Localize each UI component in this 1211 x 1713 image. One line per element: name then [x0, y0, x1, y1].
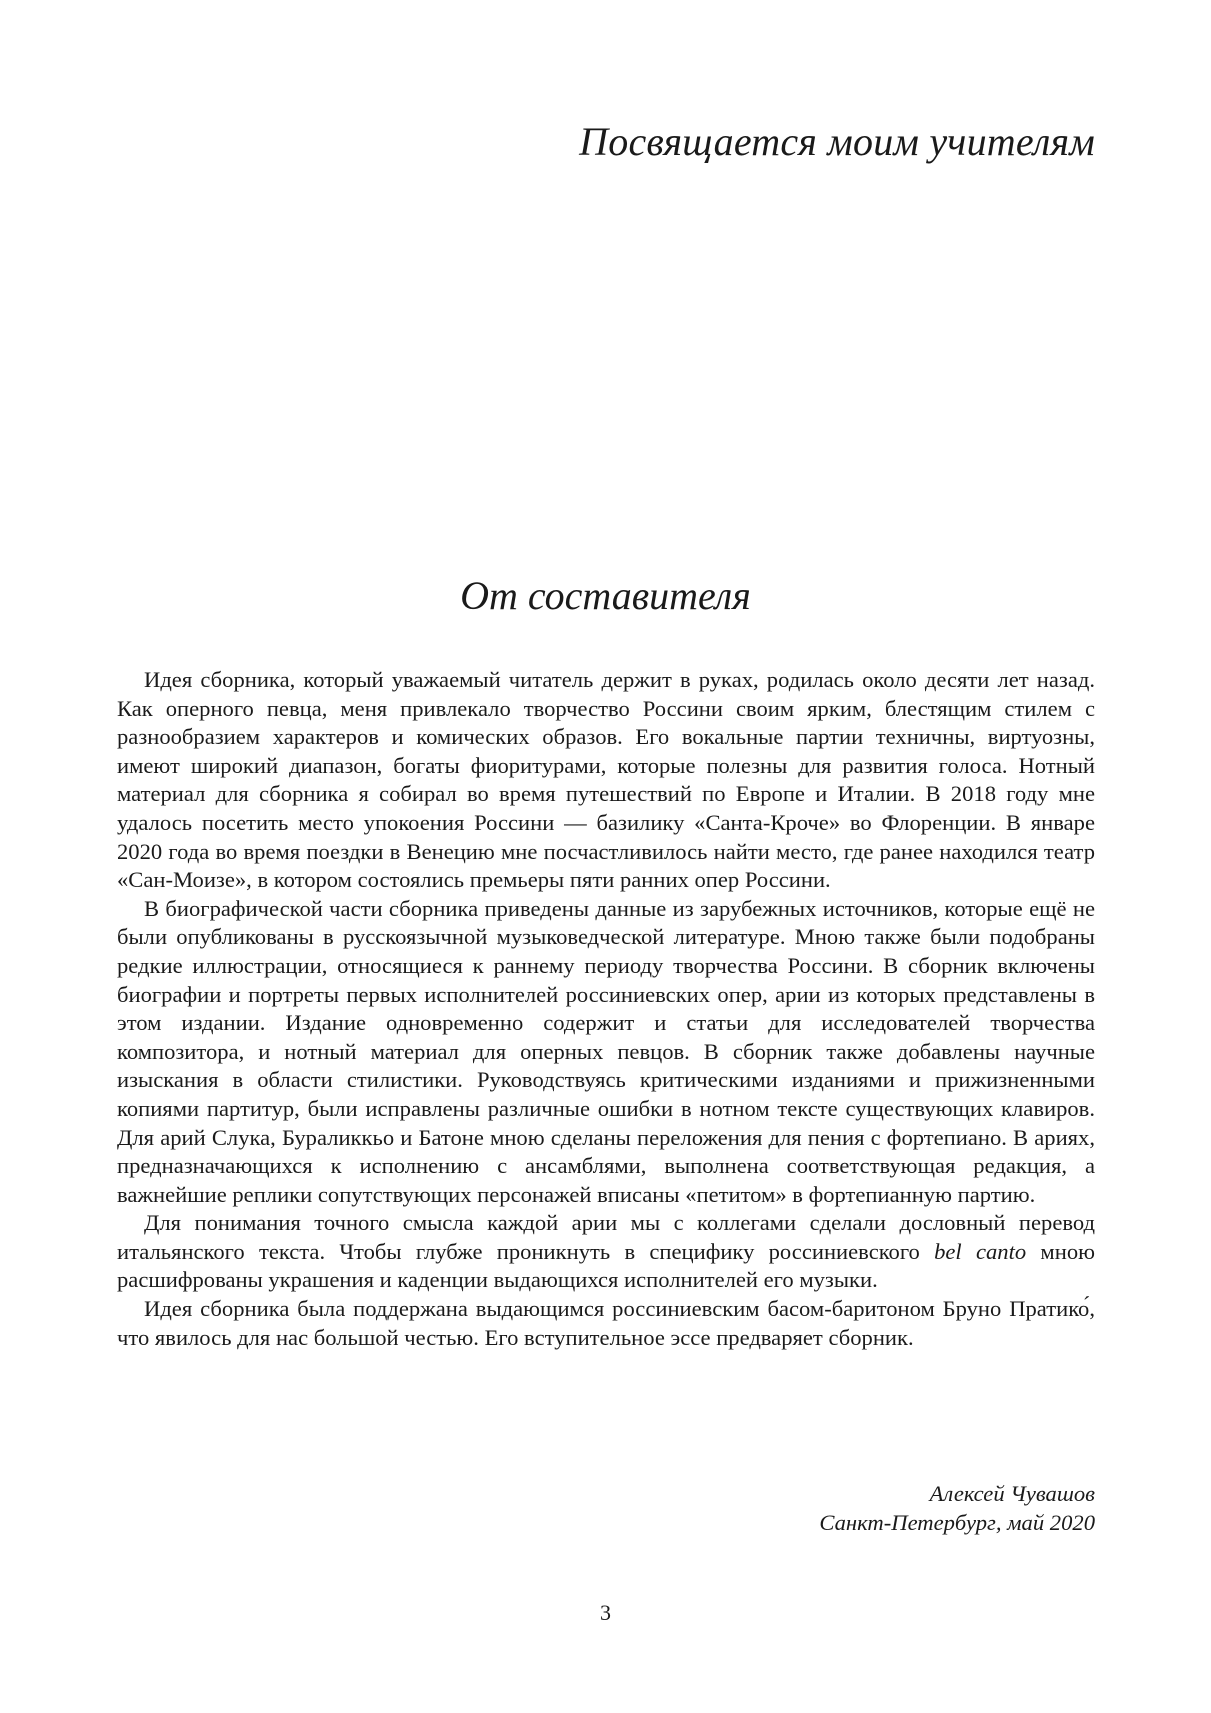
bel-canto-term: bel canto — [934, 1238, 1027, 1264]
chapter-title: От составителя — [460, 573, 751, 618]
page-number: 3 — [600, 1600, 611, 1625]
paragraph-2: В биографической части сборника приведены данные из зарубежных источников, которые ещё не были опубликованы в русскоязычной музыковедческой литературе. Мною также были подобраны редкие иллюстрации, относящиеся к раннему периоду творчества Россини. В сборник включены биографии и портреты первых исполнителей россиниевских опер, арии из которых представлены в этом издании. Издание одновременно содержит и статьи для исследователей творчества композитора, и нотный материал для оперных певцов. В сборник также добавлены научные изыскания в области стилистики. Руководствуясь критическими изданиями и прижизненными копиями партитур, были исправлены различные ошибки в нотном тексте существующих клавиров. Для арий Слука, Бураликкьо и Батоне мною сделаны переложения для пения с фортепиано. В ариях, предназначающихся к исполнению с ансамблями, выполнена соответствующая редакция, а важнейшие реплики сопутствующих персонажей вписаны «петитом» в фортепианную партию. — [117, 895, 1095, 1207]
body-text — [117, 666, 1095, 1352]
paragraph-3-text-start: Для понимания точного смысла каждой арии мы с коллегами сделали дословный перевод итальянского текста. Чтобы глубже проникнуть в специфику россиниевского — [117, 1210, 1095, 1264]
signature-place-date: Санкт-Петербург, май 2020 — [819, 1509, 1095, 1535]
dedication-heading: Посвящается моим учителям — [579, 119, 1095, 164]
signature-block — [819, 1480, 1095, 1537]
paragraph-1: Идея сборника, который уважаемый читатель держит в руках, родилась около десяти лет назад. Как оперного певца, меня привлекало творчество Россини своим ярким, блестящим стилем с разнообразием характеров и комических образов. Его вокальные партии техничны, виртуозны, имеют широкий диапазон, богаты фиоритурами, которые полезны для развития голоса. Нотный материал для сборника я собирал во время путешествий по Европе и Италии. В 2018 году мне удалось посетить место упокоения Россини — базилику «Санта-Кроче» во Флоренции. В январе 2020 года во время поездки в Венецию мне посчастливилось найти место, где ранее находился театр «Сан-Моизе», в котором состоялись премьеры пяти ранних опер Россини. — [117, 667, 1095, 893]
signature-author: Алексей Чувашов — [929, 1481, 1095, 1506]
paragraph-4: Идея сборника была поддержана выдающимся россиниевским басом-баритоном Бруно Пратико́, что явилось для нас большой честью. Его вступительное эссе предваряет сборник. — [117, 1296, 1095, 1350]
paragraph-3 — [117, 1209, 1095, 1295]
paragraph-3-text-end: мною расшифрованы украшения и каденции выдающихся исполнителей его музыки. — [117, 1238, 1095, 1293]
